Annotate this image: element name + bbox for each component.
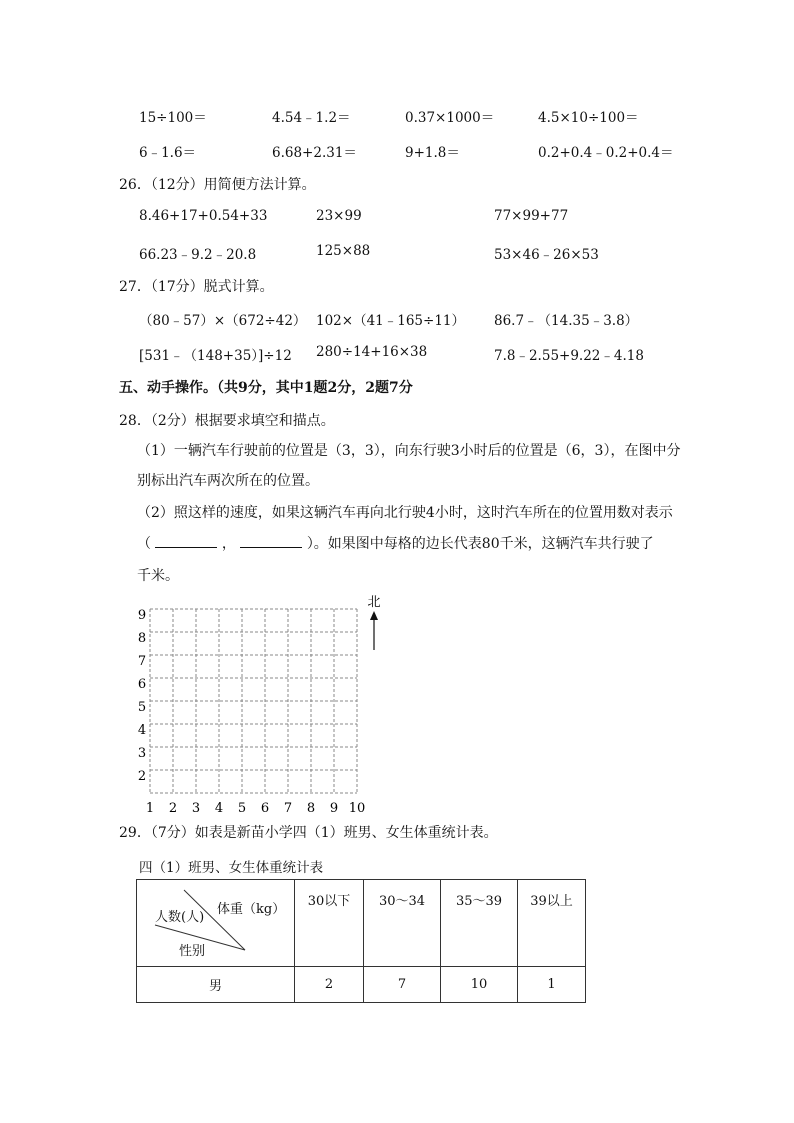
q28-title: 28．（2分）根据要求填空和描点。	[119, 413, 335, 429]
q27-row-1	[0, 309, 794, 331]
q28-p2-rest: ）。如果图中每格的边长代表80千米，这辆汽车共行驶了	[306, 536, 654, 552]
table-cell: 1	[518, 967, 586, 1003]
x-tick-label: 9	[329, 801, 339, 816]
table-cell: 7	[364, 967, 441, 1003]
row-label: 男	[137, 967, 295, 1003]
part5-heading: 五、动手操作。（共9分，其中1题2分，2题7分	[119, 380, 413, 396]
x-tick-label: 4	[214, 801, 224, 816]
expr: 23×99	[316, 208, 362, 224]
q26-row-2	[0, 243, 794, 265]
header-gender: 性别	[179, 944, 206, 959]
expr: [531﹣（148+35）]÷12	[139, 348, 292, 364]
comma: ，	[221, 536, 236, 552]
diagonal-header-cell	[137, 880, 295, 967]
column-header: 35～39	[441, 880, 518, 967]
expr: 4.54﹣1.2＝	[272, 110, 351, 126]
expr: （80﹣57）×（672÷42）	[139, 313, 307, 329]
weight-stats-table	[136, 879, 586, 1003]
y-tick-label: 8	[137, 631, 147, 646]
x-tick-label: 3	[191, 801, 201, 816]
expr: 6﹣1.6＝	[139, 145, 197, 161]
header-weight: 体重（kg）	[217, 902, 286, 917]
top-row-1	[0, 106, 794, 128]
q28-p1-line2: 别标出汽车两次所在的位置。	[137, 473, 319, 489]
q28-p2-line2	[137, 533, 654, 553]
expr: 0.37×1000＝	[405, 110, 495, 126]
table-header-row	[137, 880, 586, 967]
table-cell: 10	[441, 967, 518, 1003]
y-tick-label: 7	[137, 654, 147, 669]
q28-p1-line1: （1）一辆汽车行驶前的位置是（3，3），向东行驶3小时后的位置是（6，3），在图中分	[137, 443, 681, 459]
q26-row-1	[0, 208, 794, 230]
table-cell: 2	[295, 967, 364, 1003]
expr: 9+1.8＝	[405, 145, 460, 161]
top-row-2	[0, 141, 794, 163]
q27-title: 27．（17分）脱式计算。	[119, 279, 274, 295]
x-tick-label: 6	[260, 801, 270, 816]
q28-p2-line1: （2）照这样的速度，如果这辆汽车再向北行驶4小时，这时汽车所在的位置用数对表示	[137, 505, 673, 521]
x-tick-label: 10	[348, 801, 366, 816]
expr: 6.68+2.31＝	[272, 145, 357, 161]
expr: 66.23﹣9.2﹣20.8	[139, 247, 257, 263]
north-arrow-icon	[370, 611, 378, 620]
q29-title: 29．（7分）如表是新苗小学四（1）班男、女生体重统计表。	[119, 825, 498, 841]
expr: 86.7﹣（14.35﹣3.8）	[494, 313, 639, 329]
q28-p2-line3: 千米。	[137, 568, 179, 584]
expr: 280÷14+16×38	[316, 344, 428, 360]
expr: 125×88	[316, 243, 371, 259]
table-title: 四（1）班男、女生体重统计表	[139, 860, 324, 876]
column-header: 30～34	[364, 880, 441, 967]
answer-blank-x[interactable]	[155, 535, 217, 548]
x-tick-label: 7	[283, 801, 293, 816]
y-tick-label: 6	[137, 677, 147, 692]
x-tick-label: 2	[168, 801, 178, 816]
column-header: 39以上	[518, 880, 586, 967]
expr: 0.2+0.4﹣0.2+0.4＝	[538, 145, 674, 161]
y-tick-label: 5	[137, 700, 147, 715]
coordinate-grid[interactable]	[120, 590, 400, 820]
expr: 4.5×10÷100＝	[538, 110, 639, 126]
expr: 15÷100＝	[139, 110, 207, 126]
expr: 8.46+17+0.54+33	[139, 208, 268, 224]
north-label: 北	[367, 595, 381, 610]
q26-title: 26．（12分）用简便方法计算。	[119, 177, 316, 193]
y-tick-label: 2	[137, 769, 147, 784]
table-row	[137, 967, 586, 1003]
paren-open: （	[137, 536, 156, 552]
expr: 102×（41﹣165÷11）	[316, 313, 466, 329]
expr: 53×46﹣26×53	[494, 247, 599, 263]
q27-row-2	[0, 344, 794, 366]
y-tick-label: 3	[137, 746, 147, 761]
header-people: 人数(人)	[155, 910, 205, 925]
y-tick-label: 9	[137, 608, 147, 623]
expr: 77×99+77	[494, 208, 569, 224]
y-tick-label: 4	[137, 723, 147, 738]
answer-blank-y[interactable]	[240, 535, 302, 548]
expr: 7.8﹣2.55+9.22﹣4.18	[494, 348, 644, 364]
x-tick-label: 1	[145, 801, 155, 816]
x-tick-label: 8	[306, 801, 316, 816]
x-tick-label: 5	[237, 801, 247, 816]
column-header: 30以下	[295, 880, 364, 967]
